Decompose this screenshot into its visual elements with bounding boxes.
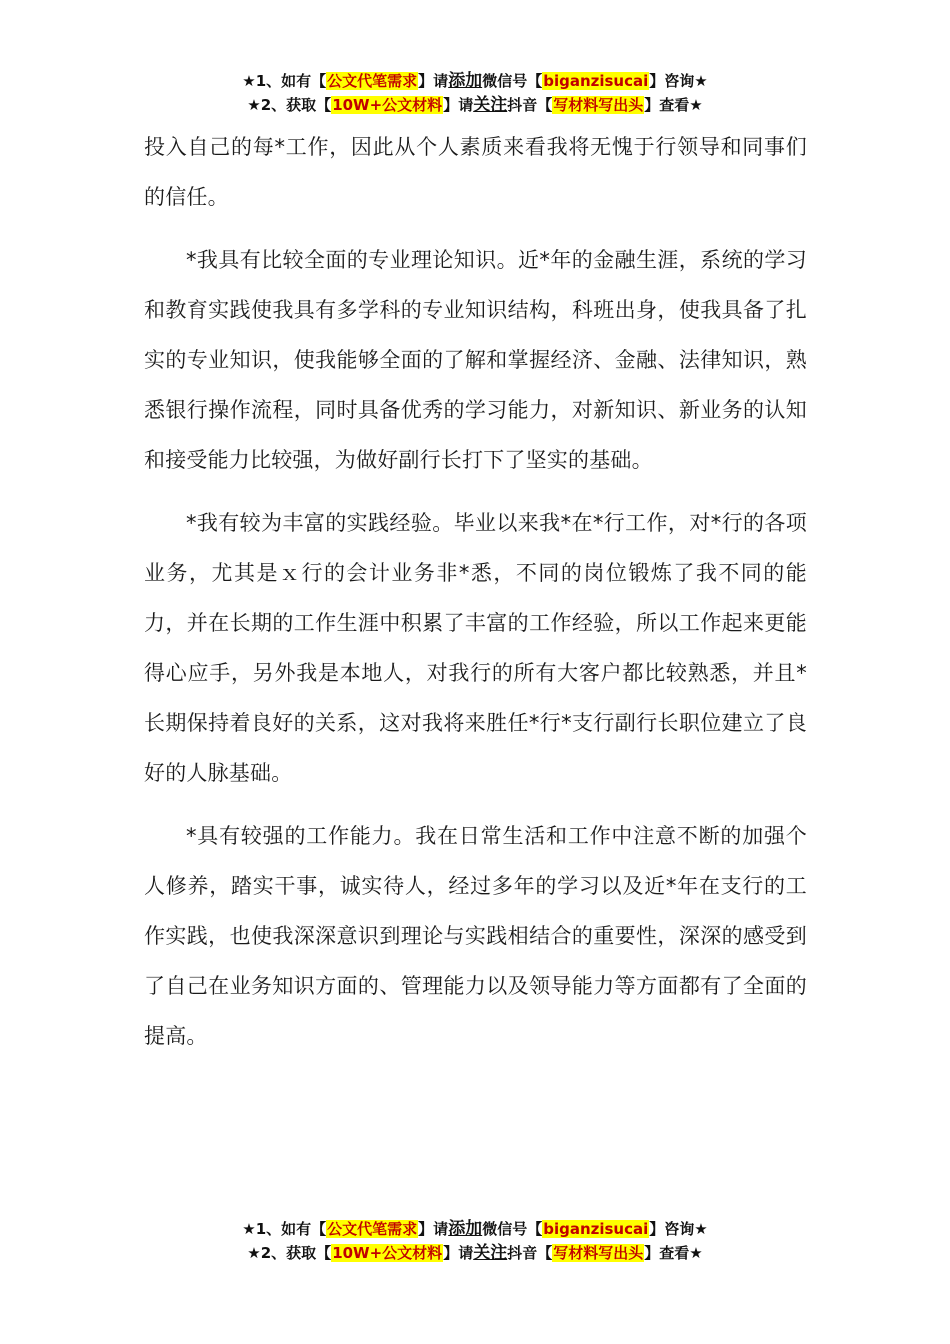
banner-text: ★1、如有【 [242,1220,327,1238]
emphasis-text: 添加 [448,1219,483,1239]
banner-line-2 [0,1241,950,1265]
banner-text: 】请 [443,96,474,114]
banner-text: 】查看★ [644,1244,703,1262]
service-highlight: 公文代笔需求 [327,1220,418,1238]
banner-line-1 [0,1217,950,1241]
emphasis-text: 关注 [473,1243,508,1263]
wechat-id-highlight: biganzisucai [543,1220,649,1238]
paragraph-knowledge: *我具有比较全面的专业理论知识。近*年的金融生涯，系统的学习和教育实践使我具有多学科的专业知识结构，科班出身，使我具备了扎实的专业知识，使我能够全面的了解和掌握经济、金融、法律知识，熟悉银行操作流程，同时具备优秀的学习能力，对新知识、新业务的认知和接受能力比较强，为做好副行长打下了坚实的基础。 [144,248,807,472]
banner-text: 微信号【 [482,1220,543,1238]
banner-text: 】请 [443,1244,474,1262]
banner-line-2 [0,93,950,117]
wechat-id-highlight: biganzisucai [543,72,649,90]
materials-highlight: 10W+公文材料 [332,1244,443,1262]
banner-text: 】请 [418,1220,449,1238]
douyin-account-highlight: 写材料写出头 [553,1244,644,1262]
footer-banner [0,1217,950,1265]
header-banner [0,69,950,117]
banner-line-1 [0,69,950,93]
douyin-account-highlight: 写材料写出头 [553,96,644,114]
materials-highlight: 10W+公文材料 [332,96,443,114]
banner-text: 】查看★ [644,96,703,114]
banner-text: 抖音【 [507,1244,553,1262]
banner-text: ★1、如有【 [242,72,327,90]
paragraph-experience: *我有较为丰富的实践经验。毕业以来我*在*行工作，对*行的各项业务，尤其是ｘ行的会计业务非*悉，不同的岗位锻炼了我不同的能力，并在长期的工作生涯中积累了丰富的工作经验，所以工作起来更能得心应手，另外我是本地人，对我行的所有大客户都比较熟悉，并且*长期保持着良好的关系，这对我将来胜任*行*支行副行长职位建立了良好的人脉基础。 [144,511,807,785]
banner-text: ★2、获取【 [247,1244,332,1262]
emphasis-text: 关注 [473,95,508,115]
banner-text: 微信号【 [482,72,543,90]
paragraph-continuation: 投入自己的每*工作，因此从个人素质来看我将无愧于行领导和同事们的信任。 [144,135,807,209]
banner-text: 抖音【 [507,96,553,114]
paragraph-ability: *具有较强的工作能力。我在日常生活和工作中注意不断的加强个人修养，踏实干事，诚实待人，经过多年的学习以及近*年在支行的工作实践，也使我深深意识到理论与实践相结合的重要性，深深的感受到了自己在业务知识方面的、管理能力以及领导能力等方面都有了全面的提高。 [144,824,807,1048]
banner-text: 】请 [418,72,449,90]
banner-text: ★2、获取【 [247,96,332,114]
banner-text: 】咨询★ [649,1220,708,1238]
emphasis-text: 添加 [448,71,483,91]
document-body [144,122,807,1074]
service-highlight: 公文代笔需求 [327,72,418,90]
banner-text: 】咨询★ [649,72,708,90]
